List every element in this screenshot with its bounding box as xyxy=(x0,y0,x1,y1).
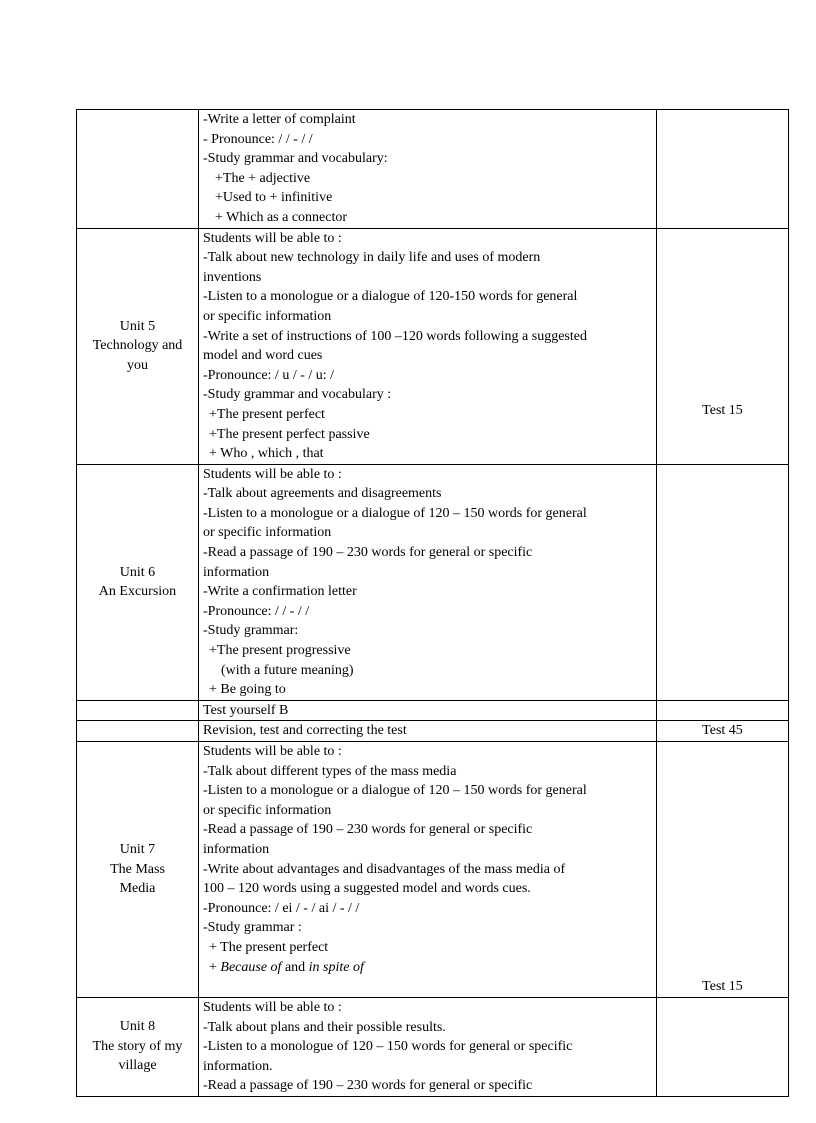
lesson-plan-table xyxy=(76,109,789,1097)
test-label: Test 45 xyxy=(702,723,743,739)
table-row xyxy=(77,110,789,229)
content-line: + Who , which , that xyxy=(209,446,324,462)
content-line: - Pronounce: / / - / / xyxy=(203,131,313,147)
content-line: -Study grammar and vocabulary: xyxy=(203,151,388,167)
unit-title: Unit 8 xyxy=(119,1019,156,1034)
unit-name-line: An Excursion xyxy=(98,584,177,600)
content-cell xyxy=(199,721,657,742)
content-line: -Talk about agreements and disagreements xyxy=(203,486,442,502)
unit-cell xyxy=(77,110,199,229)
content-line: Students will be able to : xyxy=(203,466,342,482)
content-line: + The present perfect xyxy=(209,939,329,955)
unit-name-line: Media xyxy=(119,881,156,897)
content-line: +The present progressive xyxy=(209,643,351,659)
content-line: -Pronounce: / ei / - / ai / - / / xyxy=(203,900,360,916)
content-line: Revision, test and correcting the test xyxy=(203,723,407,739)
content-line: -Listen to a monologue of 120 – 150 words for general or specific xyxy=(203,1039,573,1055)
test-label: Test 15 xyxy=(702,979,743,995)
italic-term: in spite of xyxy=(308,959,364,975)
content-line: -Talk about new technology in daily life and uses of modern xyxy=(203,250,541,266)
content-line: +The present perfect passive xyxy=(209,426,370,442)
connector-text: and xyxy=(281,959,309,975)
content-line: -Pronounce: / u / - / u: / xyxy=(203,367,335,383)
bullet-prefix: + xyxy=(209,959,221,975)
content-line: -Study grammar and vocabulary : xyxy=(203,387,392,403)
content-line: +The present perfect xyxy=(209,406,325,422)
content-line: or specific information xyxy=(203,802,332,818)
content-line: +Used to + infinitive xyxy=(215,190,333,206)
test-cell xyxy=(657,742,789,998)
content-line: Test yourself B xyxy=(203,702,289,718)
italic-term: Because of xyxy=(220,959,282,975)
content-line: (with a future meaning) xyxy=(221,662,354,678)
test-cell xyxy=(657,110,789,229)
content-cell xyxy=(199,464,657,700)
content-line: Students will be able to : xyxy=(203,1000,342,1015)
content-cell xyxy=(199,998,657,1097)
content-cell xyxy=(199,742,657,998)
table-row xyxy=(77,742,789,998)
content-line: -Listen to a monologue or a dialogue of 120-150 words for general xyxy=(203,289,578,305)
content-line: or specific information xyxy=(203,525,332,541)
content-line: 100 – 120 words using a suggested model and words cues. xyxy=(203,881,531,897)
test-label: Test 15 xyxy=(702,402,743,418)
unit-cell xyxy=(77,464,199,700)
content-cell xyxy=(199,228,657,464)
table-row xyxy=(77,721,789,742)
content-line: -Talk about plans and their possible results. xyxy=(203,1019,446,1035)
content-line: information. xyxy=(203,1058,273,1074)
unit-cell xyxy=(77,998,199,1097)
content-cell xyxy=(199,110,657,229)
unit-title: Unit 6 xyxy=(119,564,156,580)
content-line: -Write a confirmation letter xyxy=(203,584,357,600)
unit-title: Unit 7 xyxy=(119,842,156,858)
unit-name-line: Technology and xyxy=(92,338,183,354)
test-cell xyxy=(657,464,789,700)
unit-cell xyxy=(77,742,199,998)
unit-cell xyxy=(77,228,199,464)
content-line: -Read a passage of 190 – 230 words for general or specific xyxy=(203,1078,533,1094)
unit-cell xyxy=(77,700,199,721)
test-cell xyxy=(657,721,789,742)
content-line: -Write about advantages and disadvantages of the mass media of xyxy=(203,861,566,877)
test-cell xyxy=(657,998,789,1097)
content-line: information xyxy=(203,841,270,857)
unit-name-line: The story of my xyxy=(92,1038,183,1054)
test-cell xyxy=(657,700,789,721)
table-row xyxy=(77,998,789,1097)
content-line: Students will be able to : xyxy=(203,744,342,759)
content-line: -Read a passage of 190 – 230 words for general or specific xyxy=(203,822,533,838)
table-row xyxy=(77,700,789,721)
test-cell xyxy=(657,228,789,464)
content-line: -Talk about different types of the mass media xyxy=(203,763,457,779)
table-row xyxy=(77,464,789,700)
content-line: +The + adjective xyxy=(215,170,311,186)
unit-title: Unit 5 xyxy=(119,318,156,334)
content-line: inventions xyxy=(203,269,262,285)
content-line: -Study grammar: xyxy=(203,623,299,639)
content-line: -Write a set of instructions of 100 –120 words following a suggested xyxy=(203,328,587,344)
content-line: -Listen to a monologue or a dialogue of 120 – 150 words for general xyxy=(203,783,587,799)
content-line xyxy=(203,958,652,978)
content-line: or specific information xyxy=(203,308,332,324)
content-line: Students will be able to : xyxy=(203,230,342,246)
table-row xyxy=(77,228,789,464)
content-line: -Listen to a monologue or a dialogue of 120 – 150 words for general xyxy=(203,505,587,521)
unit-name-line: village xyxy=(118,1058,157,1074)
content-line: + Be going to xyxy=(209,682,286,698)
unit-name-line: The Mass xyxy=(110,861,165,877)
content-line: -Write a letter of complaint xyxy=(203,112,356,127)
content-line: + Which as a connector xyxy=(215,209,348,225)
content-cell xyxy=(199,700,657,721)
unit-cell xyxy=(77,721,199,742)
content-line: model and word cues xyxy=(203,348,323,364)
unit-name-line: you xyxy=(127,357,148,373)
content-line: -Pronounce: / / - / / xyxy=(203,603,310,619)
content-line: -Read a passage of 190 – 230 words for general or specific xyxy=(203,545,533,561)
content-line: information xyxy=(203,564,270,580)
content-line: -Study grammar : xyxy=(203,920,302,936)
